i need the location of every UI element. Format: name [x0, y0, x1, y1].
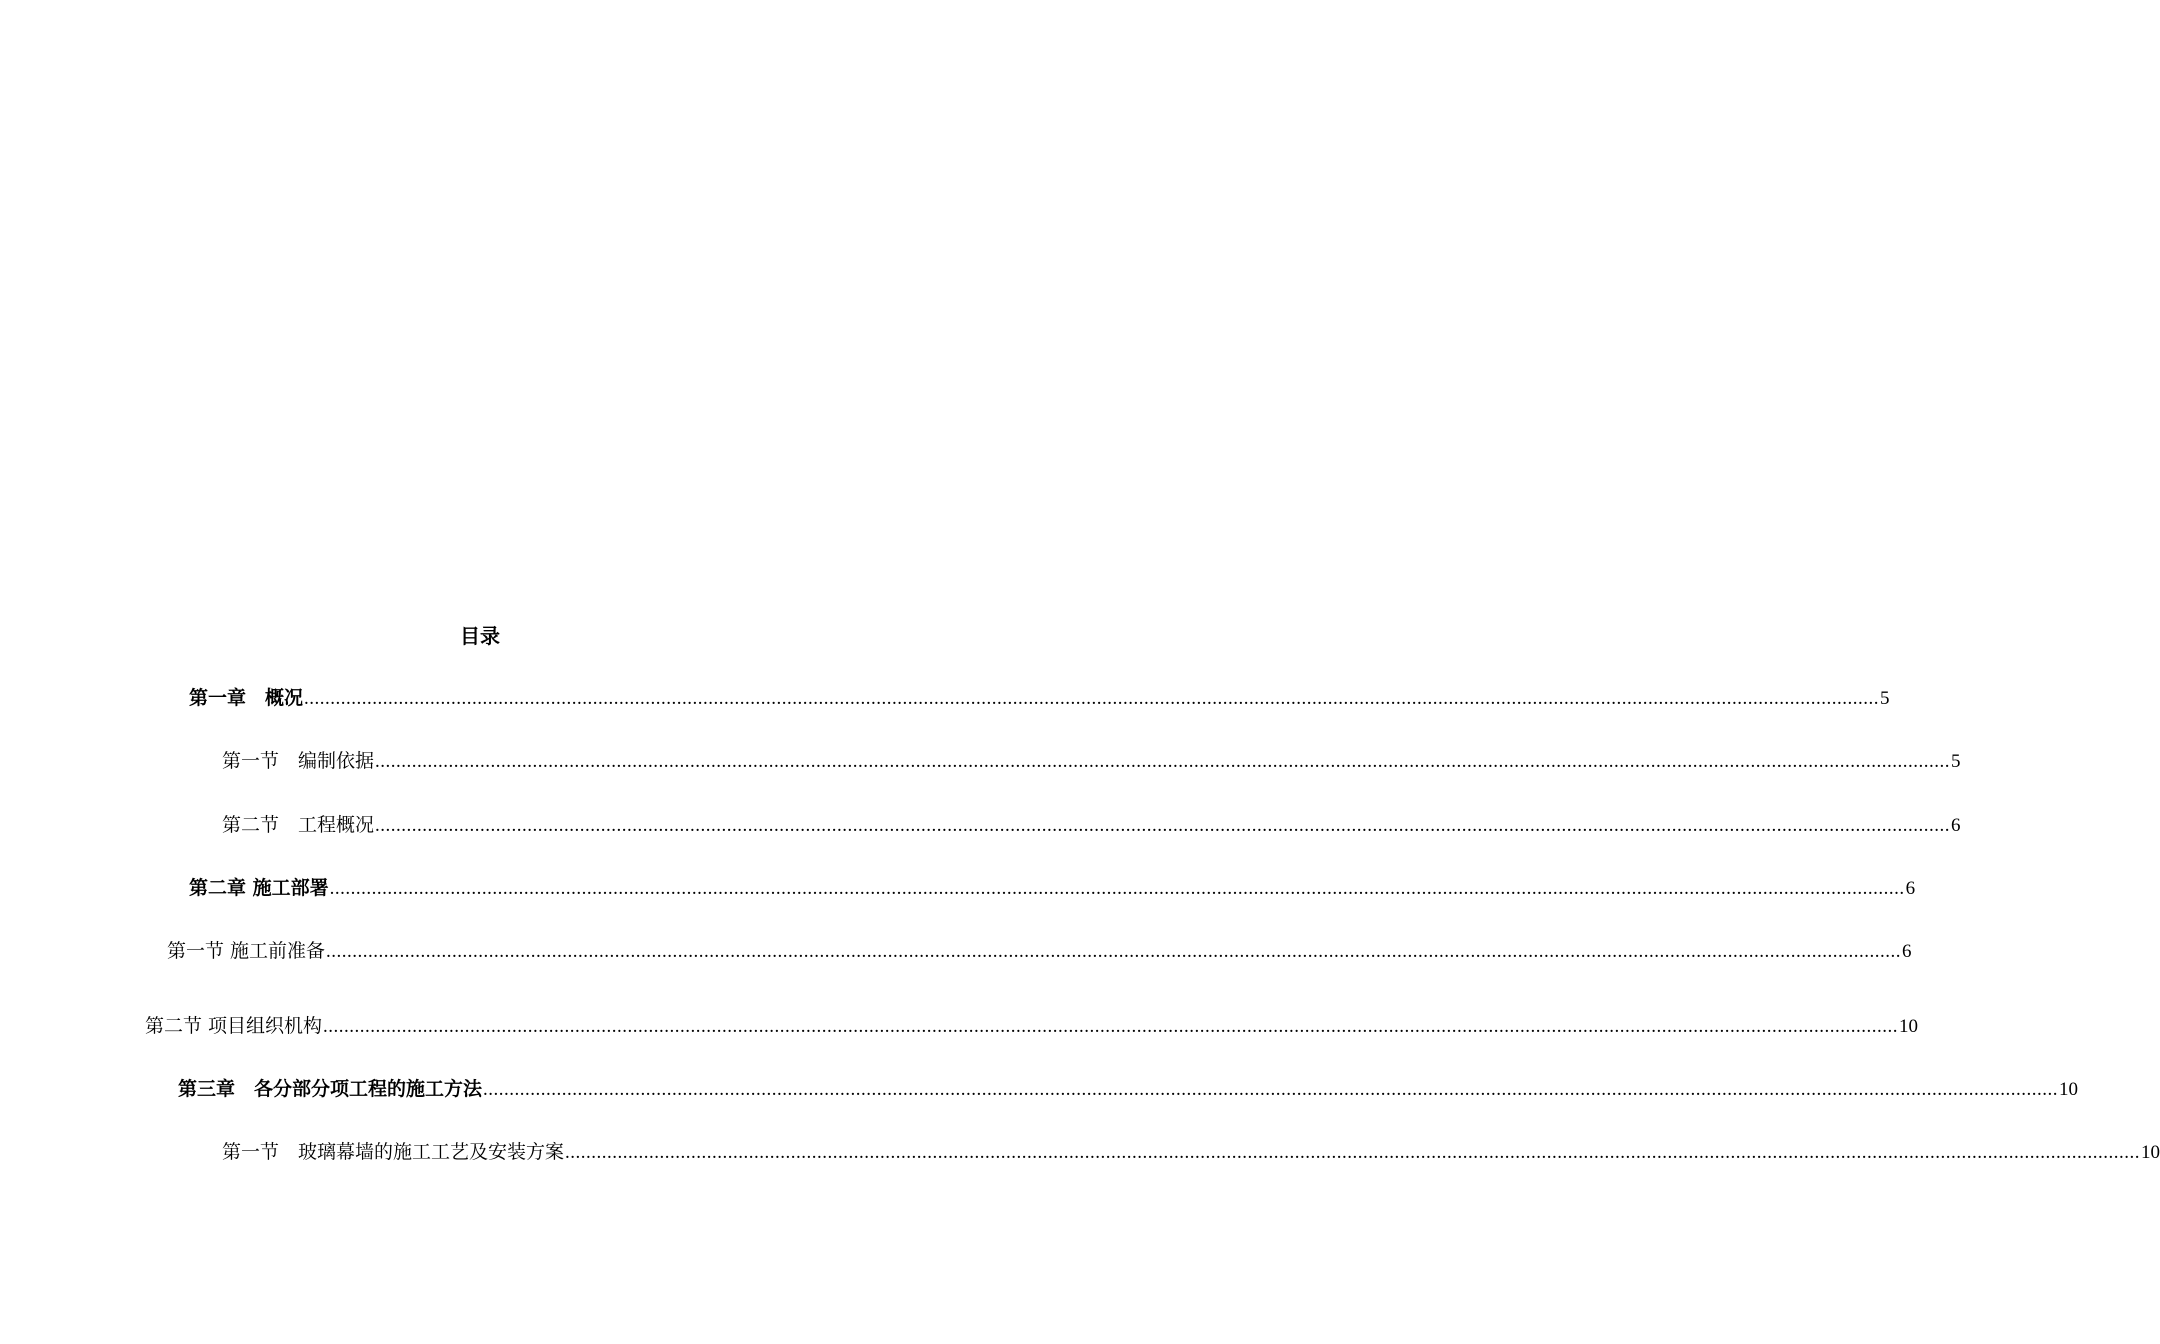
toc-entry-section-1-2[interactable]	[222, 811, 1961, 840]
toc-entry-section-3-1[interactable]	[222, 1138, 2160, 1167]
toc-leader-dots: ............................................................................................................................................................................................................................................................................................................	[565, 1142, 2141, 1163]
toc-entry-section-2-1[interactable]	[167, 937, 1912, 966]
toc-entry-label: 第一节 施工前准备	[167, 940, 326, 962]
toc-entry-section-1-1[interactable]	[222, 747, 1961, 776]
toc-entry-page: 10	[2141, 1142, 2160, 1163]
toc-entry-page: 10	[2059, 1079, 2079, 1100]
toc-entry-section-2-2[interactable]	[145, 1012, 1919, 1041]
toc-title: 目录	[460, 624, 500, 648]
toc-entry-page: 5	[1951, 751, 1961, 772]
toc-leader-dots: ............................................................................................................................................................................................................................................................................................................	[329, 878, 1905, 899]
toc-entry-label: 第二节 工程概况	[222, 814, 375, 836]
toc-leader-dots: ............................................................................................................................................................................................................................................................................................................	[323, 1016, 1899, 1037]
toc-entry-page: 5	[1880, 688, 1890, 709]
toc-leader-dots: ............................................................................................................................................................................................................................................................................................................	[375, 751, 1951, 772]
toc-entry-label: 第二章 施工部署	[189, 877, 329, 899]
toc-leader-dots: ............................................................................................................................................................................................................................................................................................................	[326, 941, 1902, 962]
toc-entry-chapter-1[interactable]	[189, 684, 1890, 713]
toc-entry-page: 6	[1905, 878, 1916, 899]
toc-entry-label: 第三章 各分部分项工程的施工方法	[178, 1078, 483, 1100]
toc-entry-page: 10	[1899, 1016, 1919, 1037]
toc-entry-page: 6	[1902, 941, 1912, 962]
toc-entry-label: 第一章 概况	[189, 687, 304, 709]
toc-entry-label: 第一节 玻璃幕墙的施工工艺及安装方案	[222, 1141, 565, 1163]
toc-entry-label: 第一节 编制依据	[222, 750, 375, 772]
toc-leader-dots: ............................................................................................................................................................................................................................................................................................................	[483, 1079, 2059, 1100]
toc-entry-chapter-2[interactable]	[189, 874, 1916, 903]
toc-entry-page: 6	[1951, 815, 1961, 836]
toc-leader-dots: ............................................................................................................................................................................................................................................................................................................	[375, 815, 1951, 836]
toc-leader-dots: ............................................................................................................................................................................................................................................................................................................	[304, 688, 1880, 709]
toc-entry-label: 第二节 项目组织机构	[145, 1015, 323, 1037]
toc-entry-chapter-3[interactable]	[178, 1075, 2079, 1104]
